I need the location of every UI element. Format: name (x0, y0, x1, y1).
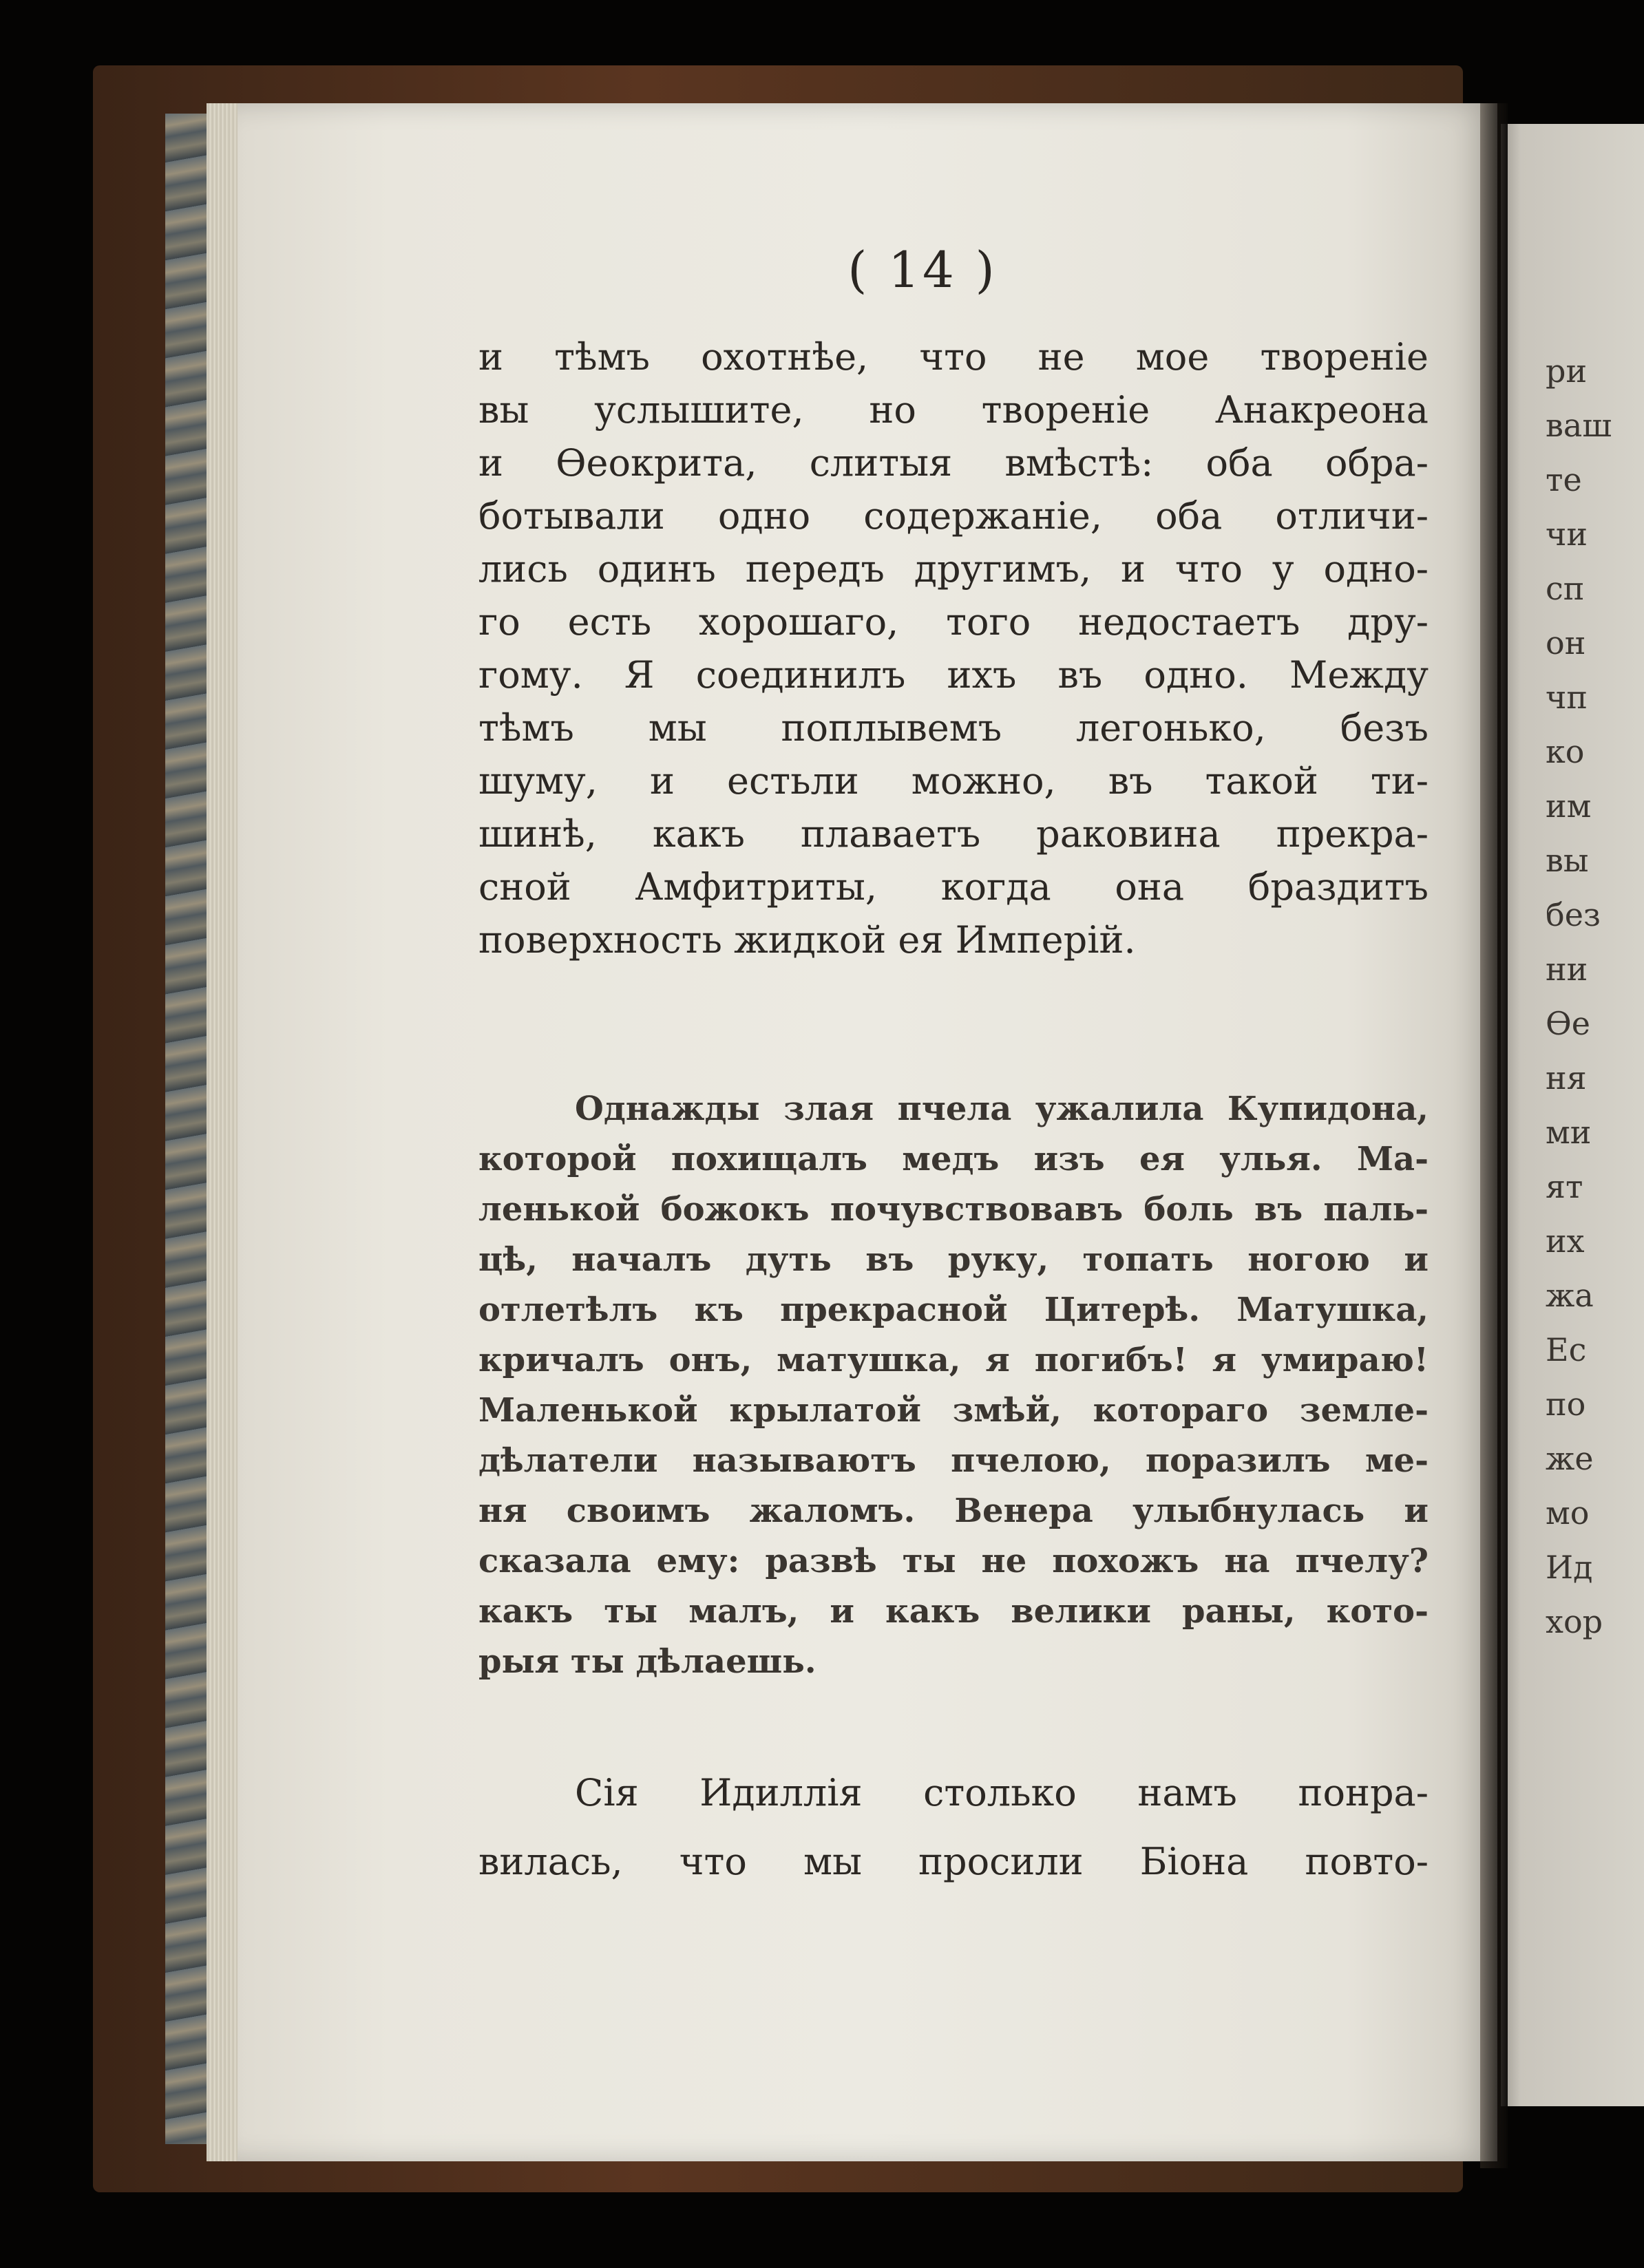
text-fragment: же (1546, 1440, 1594, 1477)
text-line: цѣ, началъ дуть въ руку, топать ногою и (478, 1240, 1429, 1279)
text-line: рыя ты дѣлаешь. (478, 1642, 816, 1681)
text-line: го есть хорошаго, того недостаетъ дру- (478, 600, 1429, 644)
text-fragment: он (1546, 624, 1586, 661)
text-line: ботывали одно содержаніе, оба отличи- (478, 494, 1429, 538)
text-line: которой похищалъ медъ изъ ея улья. Ма- (478, 1140, 1429, 1178)
page-number: ( 14 ) (847, 241, 998, 299)
text-fragment: ри (1546, 352, 1588, 390)
text-fragment: сп (1546, 570, 1585, 607)
right-page-text-fragments (1546, 344, 1642, 1649)
text-fragment: чи (1546, 516, 1588, 553)
text-line: Однажды злая пчела ужалила Купидона, (575, 1090, 1429, 1128)
text-line: и Ѳеокрита, слитыя вмѣстѣ: оба обра- (478, 441, 1429, 485)
text-fragment: жа (1546, 1277, 1594, 1314)
text-line: отлетѣлъ къ прекрасной Цитерѣ. Матушка, (478, 1291, 1429, 1329)
text-line: Маленькой крылатой змѣй, котораго земле- (478, 1391, 1429, 1430)
book-gutter (1480, 103, 1508, 2168)
text-fragment: ят (1546, 1168, 1583, 1205)
text-fragment: по (1546, 1386, 1586, 1423)
text-line: поверхность жидкой ея Имперій. (478, 918, 1136, 962)
text-line: гому. Я соединилъ ихъ въ одно. Между (478, 653, 1429, 697)
text-line: дѣлатели называютъ пчелою, поразилъ ме- (478, 1441, 1429, 1480)
text-fragment: без (1546, 896, 1601, 933)
text-fragment: ми (1546, 1114, 1592, 1151)
text-line: шинѣ, какъ плаваетъ раковина прекра- (478, 812, 1429, 856)
text-line: вилась, что мы просили Біона повто- (478, 1840, 1429, 1883)
text-line: вы услышите, но твореніе Анакреона (478, 388, 1429, 432)
text-line: тѣмъ мы поплывемъ легонько, безъ (478, 706, 1429, 750)
text-fragment: ко (1546, 733, 1585, 770)
text-fragment: ни (1546, 951, 1588, 988)
text-line: лись одинъ передъ другимъ, и что у одно- (478, 547, 1429, 591)
text-fragment: чп (1546, 679, 1588, 716)
text-fragment: их (1546, 1222, 1585, 1260)
text-line: сной Амфитриты, когда она браздитъ (478, 865, 1429, 909)
paragraph-2-idyll (478, 1084, 1429, 1687)
text-fragment: те (1546, 461, 1582, 498)
text-fragment: Ид (1546, 1549, 1593, 1586)
text-line: какъ ты малъ, и какъ велики раны, кото- (478, 1592, 1429, 1631)
text-line: ленькой божокъ почувствовавъ боль въ паль- (478, 1190, 1429, 1229)
text-line: шуму, и естьли можно, въ такой ти- (478, 759, 1429, 803)
text-fragment: им (1546, 787, 1592, 825)
text-fragment: вы (1546, 842, 1589, 879)
text-line: Сія Идиллія столько намъ понра- (575, 1771, 1429, 1814)
text-line: сказала ему: развѣ ты не похожъ на пчелу? (478, 1542, 1429, 1580)
text-line: кричалъ онъ, матушка, я погибъ! я умираю! (478, 1341, 1429, 1379)
text-fragment: Ѳе (1546, 1005, 1590, 1042)
text-fragment: хор (1546, 1603, 1603, 1640)
text-line: и тѣмъ охотнѣе, что не мое твореніе (478, 335, 1429, 379)
text-fragment: ня (1546, 1059, 1587, 1096)
text-line: ня своимъ жаломъ. Венера улыбнулась и (478, 1492, 1429, 1530)
text-fragment: ваш (1546, 407, 1612, 444)
paragraph-3 (478, 1759, 1429, 1896)
text-fragment: Ес (1546, 1331, 1587, 1368)
text-fragment: мо (1546, 1494, 1590, 1532)
marbled-edge (165, 114, 207, 2144)
paragraph-1 (478, 330, 1429, 966)
